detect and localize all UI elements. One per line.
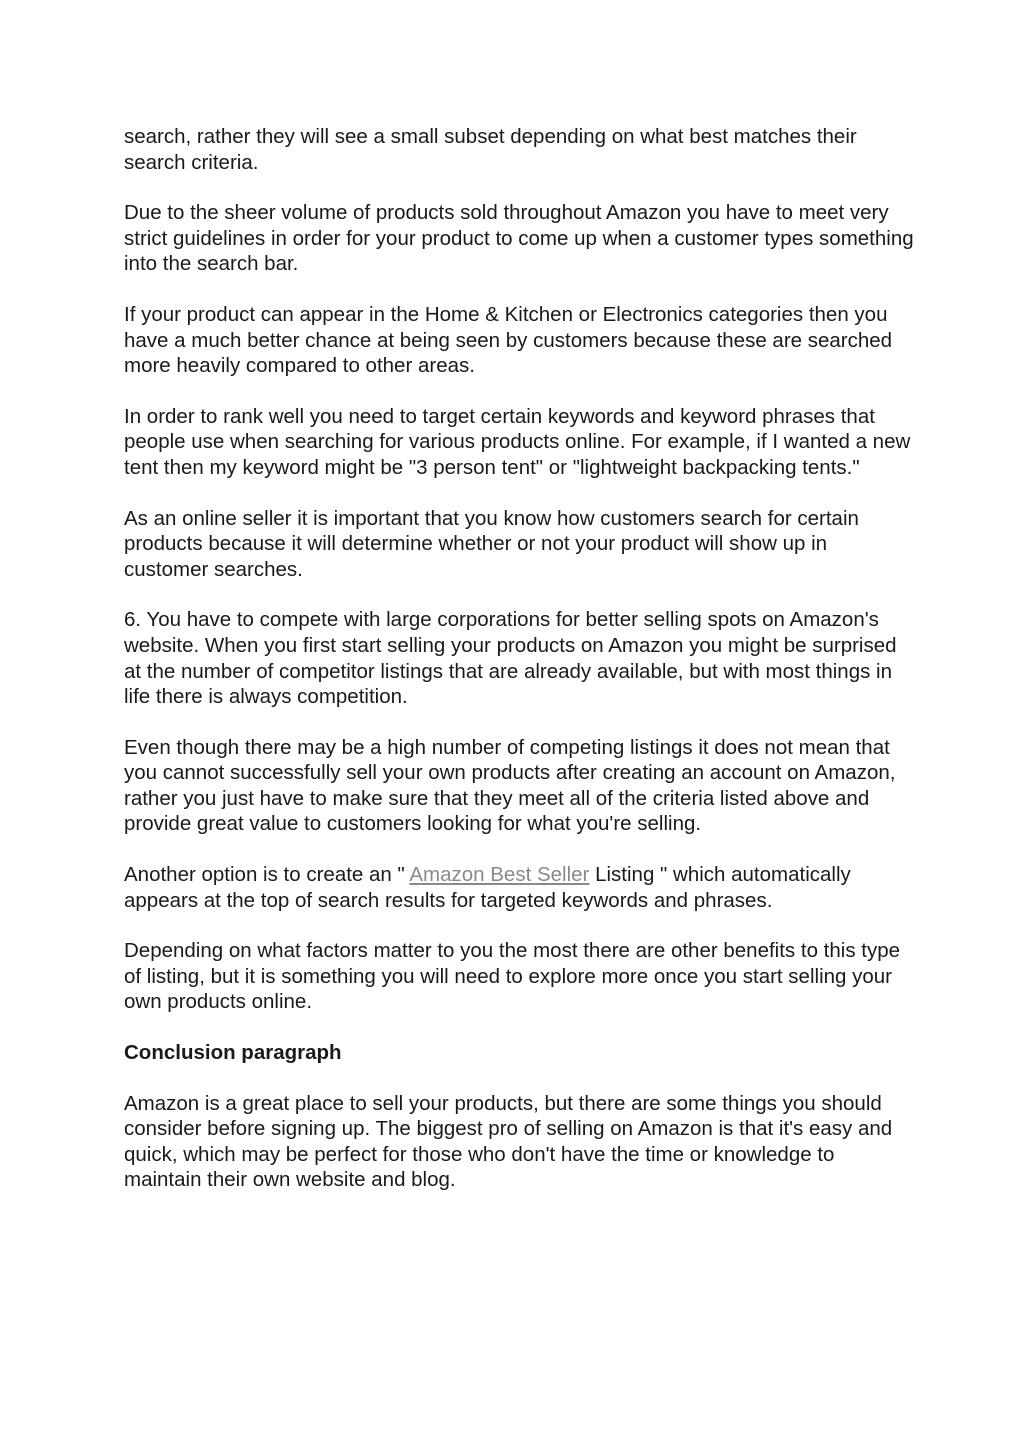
- paragraph-categories: If your product can appear in the Home & Kitchen or Electronics categories then you have a much better chance at being seen by customers because these are searched more heavily compared to other areas.: [124, 302, 893, 378]
- paragraph-text-after-link: Listing " which automatically appears at the top of search results for targeted keywords and phrases.: [124, 863, 851, 912]
- paragraph-text-before-link: Another option is to create an ": [124, 863, 410, 887]
- paragraph-best-seller-option: [124, 862, 914, 913]
- amazon-best-seller-link[interactable]: Amazon Best Seller: [409, 863, 590, 887]
- paragraph-keywords: In order to rank well you need to target certain keywords and keyword phrases that people use when searching for various products online. For example, if I wanted a new tent then my keyword might be "3 person tent" or "lightweight backpacking tents.": [124, 404, 911, 479]
- paragraph-other-benefits: Depending on what factors matter to you the most there are other benefits to this type of listing, but it is something you will need to explore more once you start selling your own products online.: [124, 939, 901, 1014]
- paragraph-conclusion: Amazon is a great place to sell your products, but there are some things you should consider before signing up. The biggest pro of selling on Amazon is that it's easy and quick, which may be perfect for those who don't have the time or knowledge to maintain their own website and blog.: [124, 1091, 893, 1192]
- conclusion-heading: Conclusion paragraph: [124, 1041, 342, 1065]
- paragraph-compete-corporations: 6. You have to compete with large corporations for better selling spots on Amazon's website. When you first start selling your products on Amazon you might be surprised at the number of competitor listings that are already available, but with most things in life there is always competition.: [124, 608, 897, 709]
- document-body: [124, 124, 914, 1218]
- paragraph-online-seller: As an online seller it is important that you know how customers search for certain products because it will determine whether or not your product will show up in customer searches.: [124, 506, 859, 581]
- paragraph-strict-guidelines: Due to the sheer volume of products sold throughout Amazon you have to meet very strict guidelines in order for your product to come up when a customer types something into the search bar.: [124, 201, 914, 276]
- paragraph-competing-listings: Even though there may be a high number of competing listings it does not mean that you cannot successfully sell your own products after creating an account on Amazon, rather you just have to make sure that they meet all of the criteria listed above and provide great value to customers looking for what you're selling.: [124, 735, 896, 836]
- paragraph-search-subset: search, rather they will see a small subset depending on what best matches their search criteria.: [124, 125, 857, 174]
